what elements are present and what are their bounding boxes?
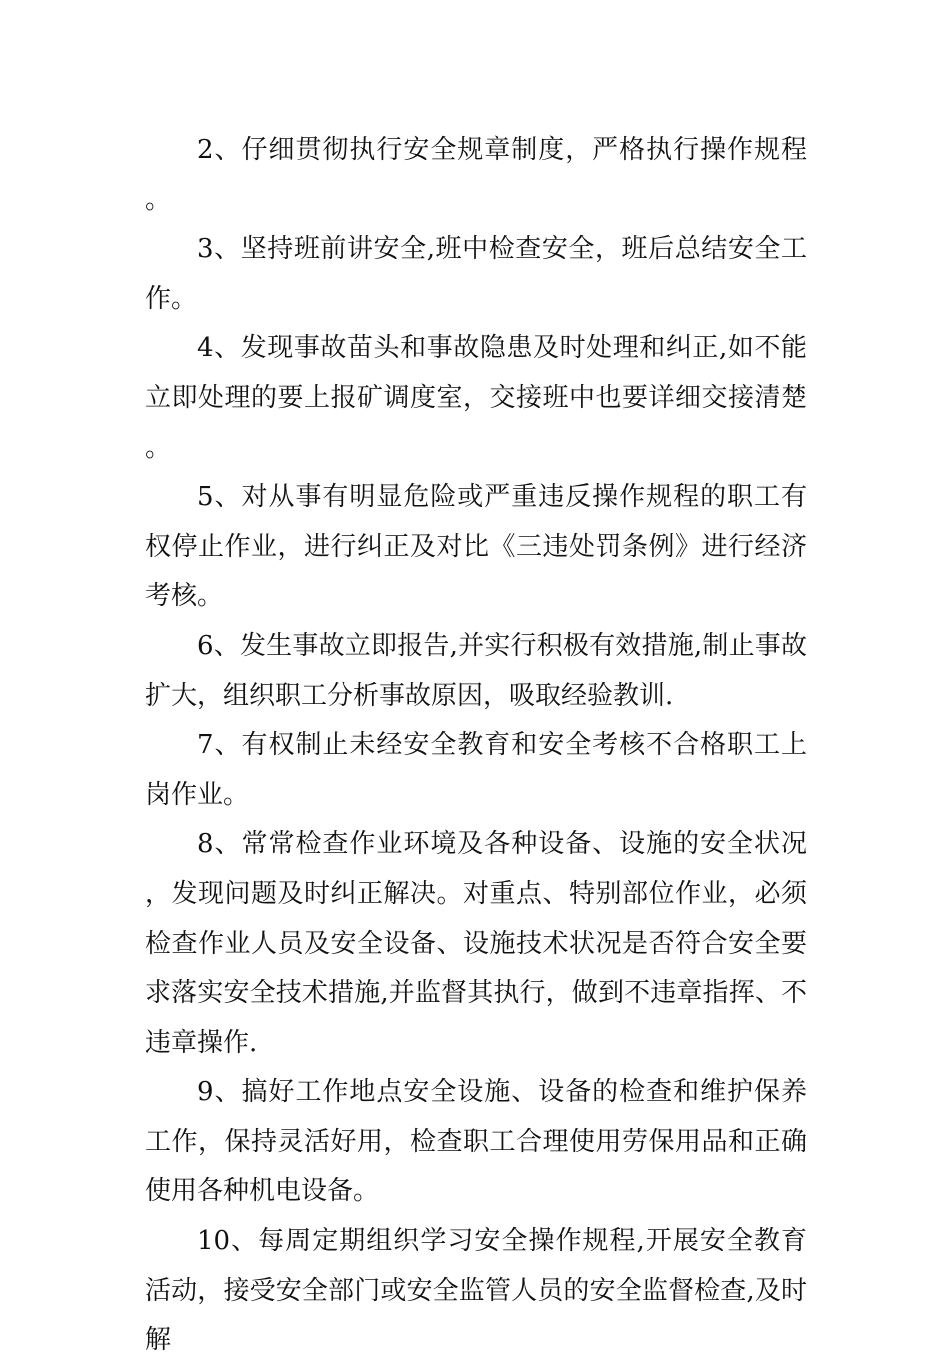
paragraph-item-2: 2、仔细贯彻执行安全规章制度，严格执行操作规程。 — [145, 135, 807, 215]
paragraph-item-6: 6、发生事故立即报告,并实行积极有效措施,制止事故扩大，组织职工分析事故原因，吸取经验教训. — [145, 630, 807, 711]
paragraph-item-5: 5、对从事有明显危险或严重违反操作规程的职工有权停止作业，进行纠正及对比《三违处罚条例》进行经济考核。 — [145, 482, 807, 612]
paragraph-item-10: 10、每周定期组织学习安全操作规程,开展安全教育活动，接受安全部门或安全监管人员的安全监督检查,及时解 — [145, 1226, 807, 1356]
paragraph-item-7: 7、有权制止未经安全教育和安全考核不合格职工上岗作业。 — [145, 730, 807, 810]
paragraph-item-4: 4、发现事故苗头和事故隐患及时处理和纠正,如不能立即处理的要上报矿调度室，交接班中也要详细交接清楚。 — [145, 333, 807, 463]
paragraph-item-3: 3、坚持班前讲安全,班中检查安全，班后总结安全工作。 — [145, 234, 807, 314]
paragraph-item-8: 8、常常检查作业环境及各种设备、设施的安全状况，发现问题及时纠正解决。对重点、特别部位作业，必须检查作业人员及安全设备、设施技术状况是否符合安全要求落实安全技术措施,并监督其执行，做到不违章指挥、不违章操作. — [145, 829, 807, 1058]
document-body — [145, 126, 807, 1366]
paragraph-item-9: 9、搞好工作地点安全设施、设备的检查和维护保养工作，保持灵活好用，检查职工合理使用劳保用品和正确使用各种机电设备。 — [145, 1077, 807, 1207]
